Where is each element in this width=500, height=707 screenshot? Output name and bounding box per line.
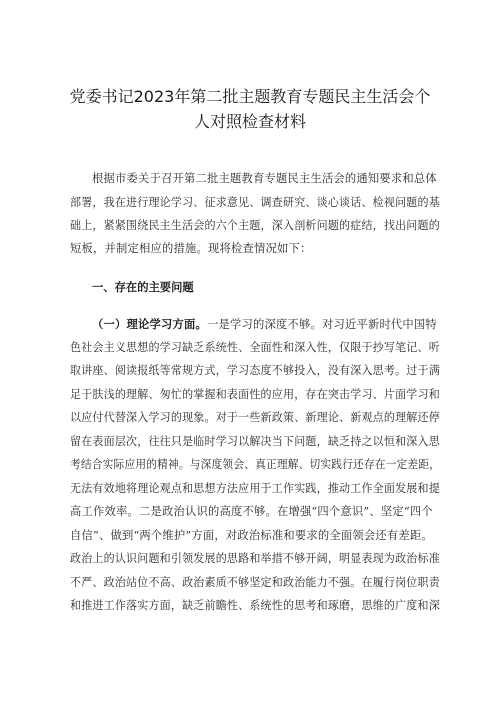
section-heading-main-problems: 一、存在的主要问题: [92, 280, 194, 294]
document-title-line-2: 人对照检查材料: [193, 112, 306, 131]
document-title-line-1: 党委书记2023年第二批主题教育专题民主生活会个: [69, 87, 431, 106]
intro-line-4: 短板，并制定相应的措施。现将检查情况如下：: [70, 242, 312, 255]
intro-line-1: 根据市委关于召开第二批主题教育专题民主生活会的通知要求和总体: [92, 172, 437, 185]
body-line-9: 自信”、做到“两个维护”方面，对政治标准和要求的全面领会还有差距。: [70, 529, 433, 542]
body-line-2: 取讲座、阅读报纸等常规方式，学习态度不够投入，没有深入思考。过于满: [70, 364, 440, 377]
subsection-first-line: [92, 317, 437, 332]
body-line-3: 足于肤浅的理解、匆忙的掌握和表面性的应用，存在突击学习、片面学习和: [70, 388, 440, 401]
body-line-7: 无法有效地将理论观点和思想方法应用于工作实践，推动工作全面发展和提: [70, 482, 440, 495]
body-line-5: 留在表面层次，往往只是临时学习以解决当下问题，缺乏持之以恒和深入思: [70, 435, 440, 448]
intro-line-3: 础上，紧紧围绕民主生活会的六个主题，深入剖析问题的症结，找出问题的: [70, 219, 440, 232]
subsection-label-theory-study: （一）理论学习方面。: [92, 317, 207, 331]
body-line-10: 政治上的认识问题和引领发展的思路和举措不够开阔，明显表现为政治标准: [70, 552, 440, 565]
body-line-6: 考结合实际应用的精神。与深度领会、真正理解、切实践行还存在一定差距，: [70, 458, 441, 471]
body-line-12: 和推进工作落实方面，缺乏前瞻性、系统性的思考和琢磨，思维的广度和深: [70, 599, 440, 612]
intro-line-2: 部署，我在进行理论学习、征求意见、调查研究、谈心谈话、检视问题的基: [70, 196, 440, 209]
body-line-8: 高工作效率。二是政治认识的高度不够。在增强“四个意识”、坚定“四个: [70, 505, 433, 518]
body-line-11: 不严、政治站位不高、政治素质不够坚定和政治能力不强。在履行岗位职责: [70, 576, 440, 589]
body-line-1: 色社会主义思想的学习缺乏系统性、全面性和深入性，仅限于抄写笔记、听: [70, 341, 440, 354]
subsection-first-line-text: 一是学习的深度不够。对习近平新时代中国特: [206, 318, 437, 331]
body-line-4: 以应付代替深入学习的现象。对于一些新政策、新理论、新观点的理解还停: [70, 411, 440, 424]
